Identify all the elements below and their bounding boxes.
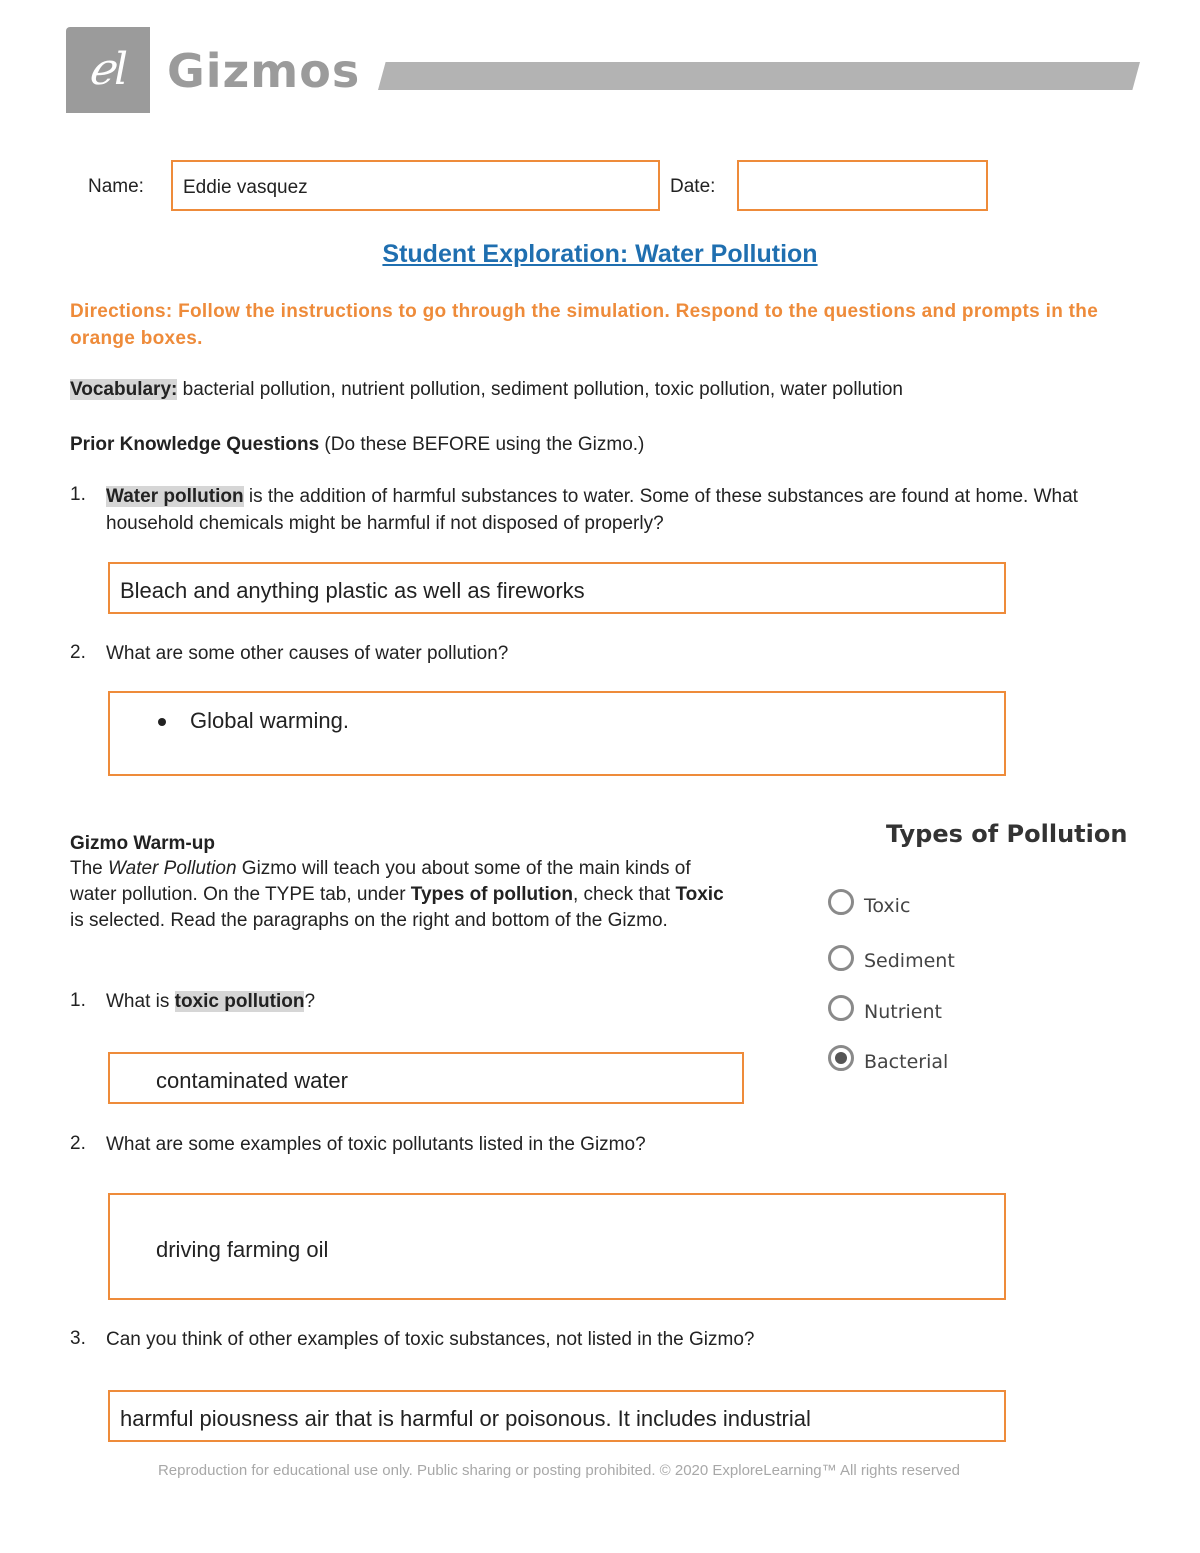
date-label: Date:	[670, 176, 716, 197]
footer-copyright: Reproduction for educational use only. Public sharing or posting prohibited. © 2020 ExploreLearning™ All rights reserved	[157, 1462, 961, 1479]
bullet-icon	[158, 718, 166, 726]
warmup-q2-number: 2.	[70, 1133, 86, 1154]
prior-heading-text: Prior Knowledge Questions	[70, 434, 320, 455]
name-value: Eddie vasquez	[183, 177, 308, 198]
prior-knowledge-heading	[70, 431, 1150, 458]
warmup-q1-term: toxic pollution	[174, 991, 305, 1012]
radio-sediment[interactable]	[828, 945, 854, 971]
header-bar	[378, 62, 1140, 90]
prior-answer-1: Bleach and anything plastic as well as fireworks	[120, 578, 585, 603]
warmup-q1-pre: What is	[106, 991, 175, 1012]
warmup-q3-text: Can you think of other examples of toxic substances, not listed in the Gizmo?	[106, 1329, 755, 1350]
warmup-q2-text: What are some examples of toxic pollutants listed in the Gizmo?	[106, 1134, 646, 1155]
vocabulary-label: Vocabulary:	[70, 379, 178, 400]
radio-toxic-label: Toxic	[864, 895, 911, 917]
warmup-heading: Gizmo Warm-up	[70, 833, 215, 854]
prior-answer-1-box[interactable]	[108, 562, 1006, 614]
warmup-answer-2: driving farming oil	[156, 1237, 329, 1262]
warmup-answer-2-box[interactable]	[108, 1193, 1006, 1300]
warmup-answer-3: harmful piousness air that is harmful or poisonous. It includes industrial	[120, 1406, 811, 1431]
radio-nutrient[interactable]	[828, 995, 854, 1021]
prior-q2-text: What are some other causes of water pollution?	[106, 643, 509, 664]
vocabulary	[70, 376, 1150, 403]
explorelearning-logo-icon: ℯl	[87, 44, 129, 95]
prior-answer-2: Global warming.	[190, 708, 349, 733]
prior-q1-number: 1.	[70, 484, 86, 505]
warmup-gizmo-name: Water Pollution	[108, 858, 237, 879]
warmup-text: is selected. Read the paragraphs on the right and bottom of the Gizmo.	[70, 910, 668, 931]
warmup-answer-1: contaminated water	[156, 1068, 348, 1093]
radio-sediment-label: Sediment	[864, 950, 955, 972]
warmup-q1-post: ?	[304, 991, 316, 1012]
vocabulary-terms: bacterial pollution, nutrient pollution, sediment pollution, toxic pollution, water pollution	[177, 379, 903, 400]
prior-q1-term: Water pollution	[106, 486, 244, 507]
types-of-pollution-title: Types of Pollution	[886, 820, 1128, 848]
warmup-text: The	[70, 858, 109, 879]
warmup-q1-text	[106, 988, 315, 1015]
warmup-text: , check that	[572, 884, 676, 905]
name-label: Name:	[88, 176, 144, 197]
prior-q1-text	[106, 483, 1106, 537]
radio-nutrient-label: Nutrient	[864, 1001, 942, 1023]
warmup-paragraph	[70, 856, 735, 934]
prior-q2-number: 2.	[70, 642, 86, 663]
radio-toxic[interactable]	[828, 889, 854, 915]
warmup-q3-number: 3.	[70, 1328, 86, 1349]
directions: Directions: Follow the instructions to go through the simulation. Respond to the questions and prompts in the orange boxes.	[70, 301, 1099, 349]
warmup-q1-number: 1.	[70, 990, 86, 1011]
warmup-answer-1-box[interactable]	[108, 1052, 744, 1104]
warmup-toxic-term: Toxic	[675, 884, 724, 905]
prior-heading-note: (Do these BEFORE using the Gizmo.)	[319, 434, 645, 455]
prior-q1-rest: is the addition of harmful substances to water. Some of these substances are found at home. What household chemicals might be harmful if not disposed of properly?	[106, 486, 1078, 534]
warmup-answer-3-box[interactable]	[108, 1390, 1006, 1442]
name-field[interactable]	[171, 160, 660, 211]
prior-answer-2-box[interactable]	[108, 691, 1006, 776]
gizmos-brand: Gizmos	[167, 44, 361, 98]
radio-bacterial-label: Bacterial	[864, 1051, 949, 1073]
date-field[interactable]	[737, 160, 988, 211]
warmup-text: Gizmo will teach you about some of the main kinds of water pollution. On the TYPE tab, under	[70, 858, 691, 905]
radio-bacterial[interactable]	[828, 1045, 854, 1071]
page-title: Student Exploration: Water Pollution	[382, 240, 818, 268]
warmup-types-term: Types of pollution	[410, 884, 573, 905]
